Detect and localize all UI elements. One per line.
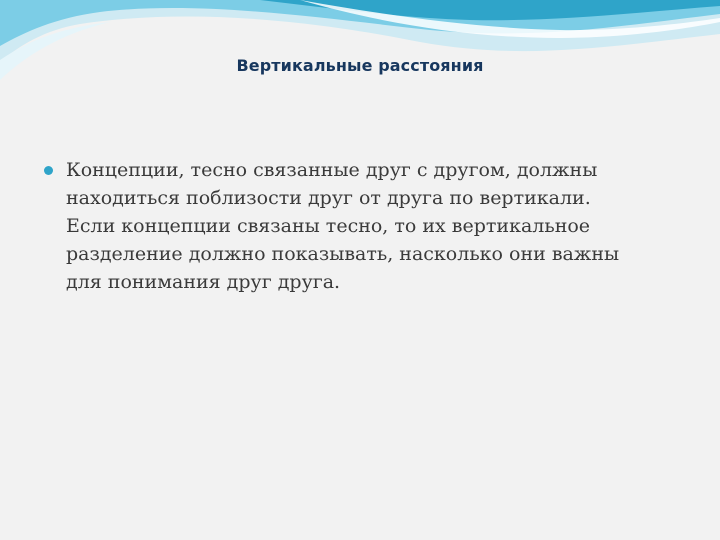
- slide-title: Вертикальные расстояния: [236, 56, 484, 75]
- bullet-text-line: Если концепции связаны тесно, то их вертикальное: [66, 215, 591, 237]
- bullet-text-line: Концепции, тесно связанные друг с другом, должны: [66, 159, 598, 181]
- decorative-wave-header: [0, 0, 720, 110]
- bullet-text-line: разделение должно показывать, насколько они важны: [66, 243, 620, 265]
- bullet-text-line: для понимания друг друга.: [66, 271, 341, 293]
- bullet-text: [44, 156, 684, 296]
- bullet-text-line: находиться поблизости друг от друга по вертикали.: [66, 187, 591, 209]
- bullet-dot-icon: [44, 166, 53, 175]
- bullet-list: [44, 156, 684, 296]
